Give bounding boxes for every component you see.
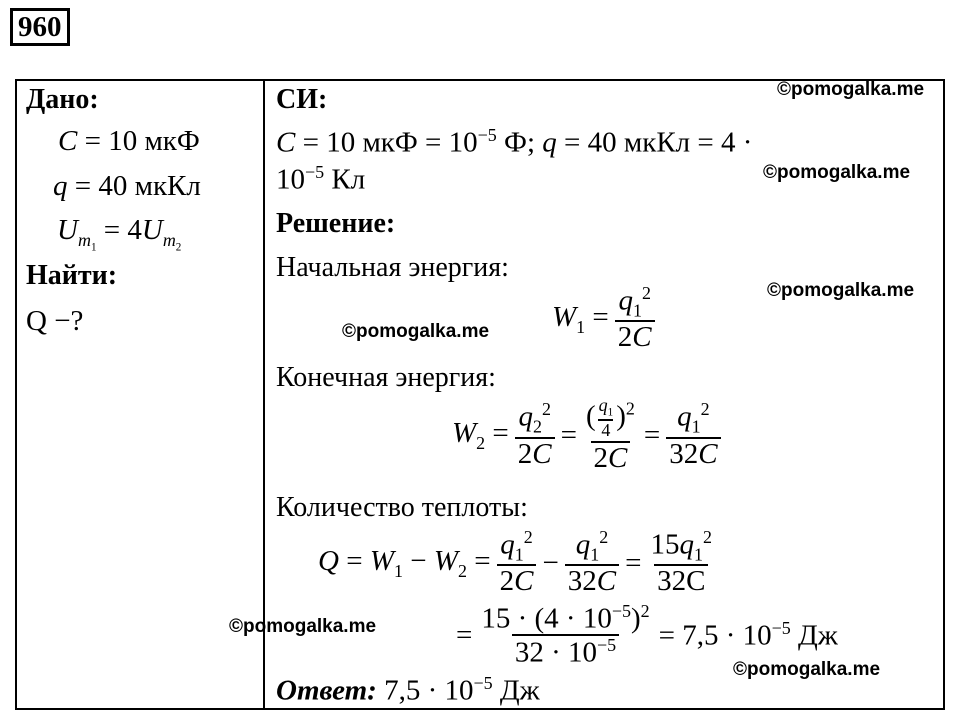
find-item: Q −?: [26, 305, 84, 337]
final-energy-formula: $W_2$ = $\frac{q_2^2}{2C}$ = ( $\frac{q_1}{4}$ )$^2$ 2C = $\frac{q_1^2}{32C}$: [452, 396, 721, 475]
initial-energy-label: Начальная энергия:: [276, 252, 509, 283]
given-voltage-relation: $U_{m_1} = 4U_{m_2}$: [57, 214, 182, 254]
heat-formula: $Q = W_1 - W_2$ = $\frac{q_1^2}{2C}$ − $\frac{q_1^2}{32C}$ = $\frac{15q_1^2}{32C}$: [318, 527, 712, 598]
watermark: ©pomogalka.me: [763, 162, 911, 183]
heat-numeric: = $\frac{15 \cdot (4 \cdot 10^{-5})^2}{32 \cdot 10^{-5}}$ = $7,5 \cdot 10^{-5}$ Дж: [456, 601, 838, 669]
watermark: ©pomogalka.me: [342, 321, 490, 342]
watermark: ©pomogalka.me: [777, 79, 925, 100]
given-capacitance: C = 10 мкФ: [58, 125, 200, 157]
watermark: ©pomogalka.me: [767, 280, 915, 301]
watermark: ©pomogalka.me: [229, 616, 377, 637]
watermark: ©pomogalka.me: [733, 659, 881, 680]
si-conversion-line: C = 10 мкФ = $10^{-5}$ Ф; q = 40 мкКл = 4 ·: [276, 125, 753, 159]
heat-label: Количество теплоты:: [276, 492, 528, 523]
final-energy-label: Конечная энергия:: [276, 362, 496, 393]
given-heading: Дано:: [26, 84, 99, 115]
find-heading: Найти:: [26, 260, 118, 291]
problem-number: 960: [10, 8, 70, 46]
initial-energy-formula: $W_1$ = $\frac{q_1^2}{2C}$: [552, 284, 655, 354]
si-heading: СИ:: [276, 84, 328, 115]
si-conversion-line-2: $10^{-5}$ Кл: [276, 162, 366, 196]
answer: Ответ: $7,5 \cdot 10^{-5}$ Дж: [276, 673, 540, 707]
given-charge: q = 40 мкКл: [53, 170, 201, 202]
solution-heading: Решение:: [276, 208, 396, 239]
